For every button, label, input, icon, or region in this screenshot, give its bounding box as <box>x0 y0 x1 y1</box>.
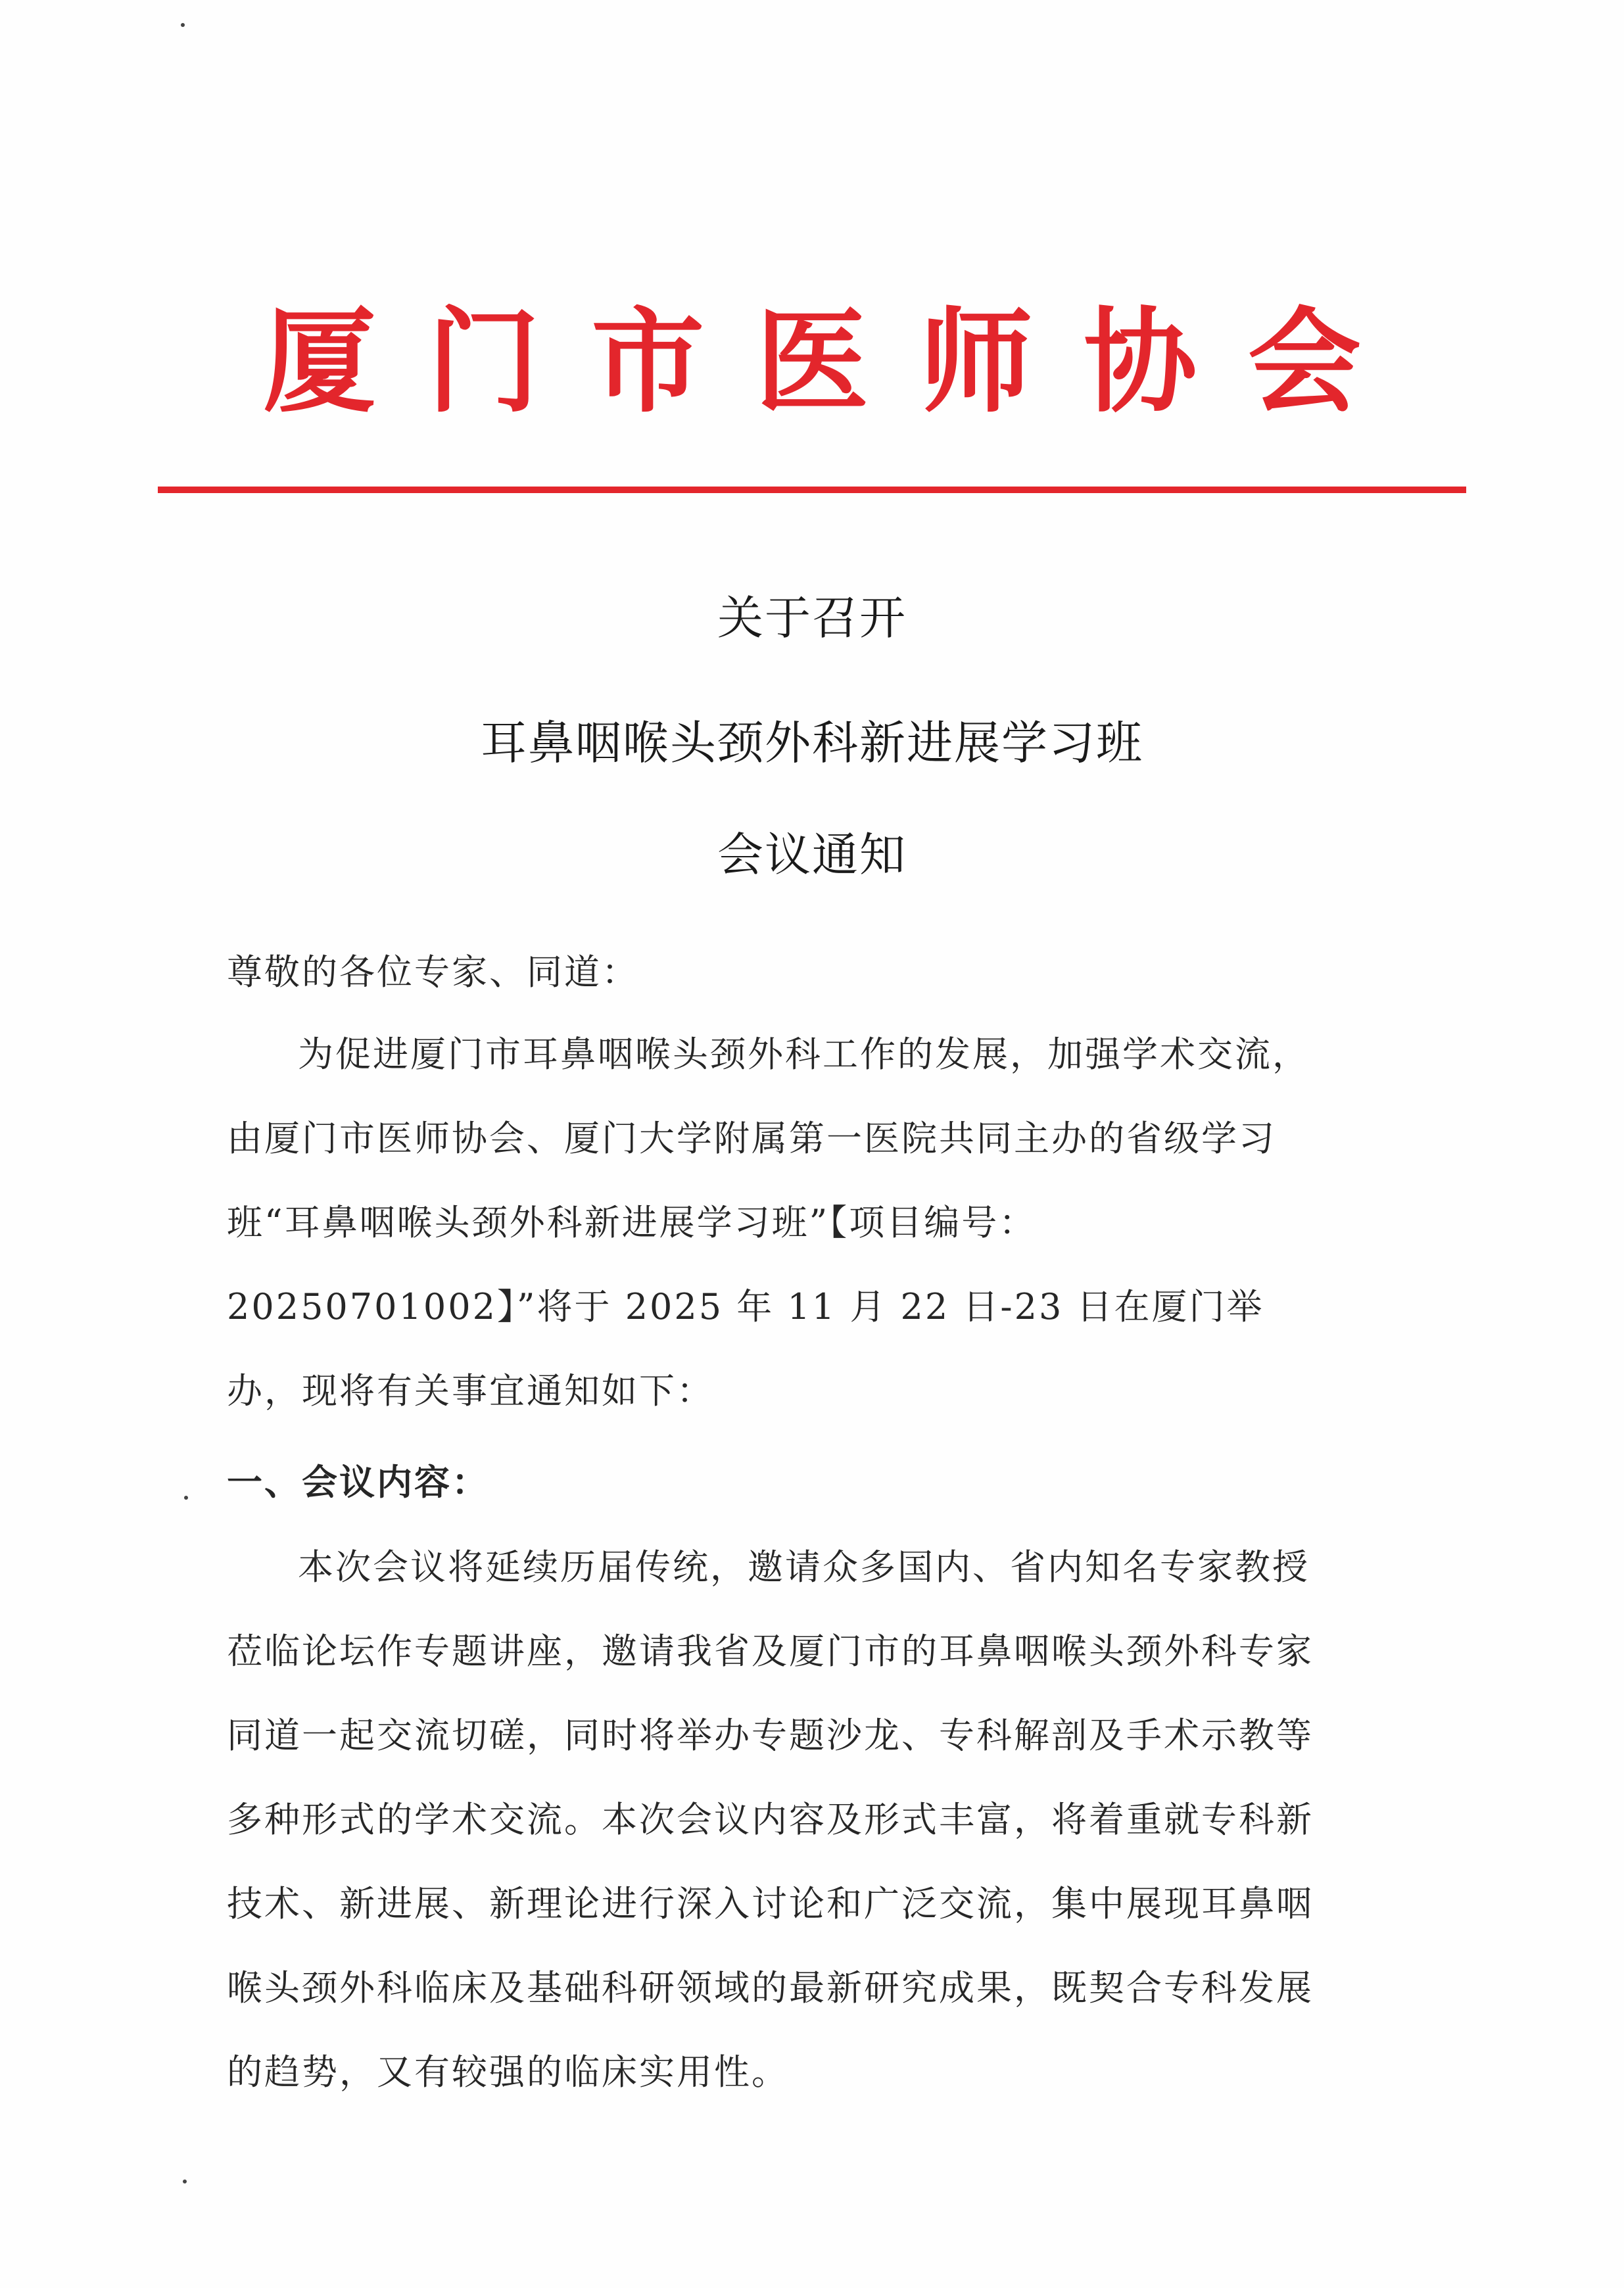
letterhead-red-rule <box>158 487 1466 493</box>
letterhead-char: 医 <box>755 295 869 428</box>
letterhead-char: 门 <box>427 295 540 428</box>
salutation: 尊敬的各位专家、同道： <box>227 951 639 993</box>
notice-title-line-1: 关于召开 <box>717 591 907 645</box>
scan-speck <box>181 23 185 27</box>
intro-paragraph: 为促进厦门市耳鼻咽喉头颈外科工作的发展，加强学术交流，由厦门市医师协会、厦门大学附属第一医院共同主办的省级学习班“耳鼻咽喉头颈外科新进展学习班”【项目编号：20250701002】”将于 2025 年 11 月 22 日-23 日在厦门举办，现将有关事宜通知如下： <box>227 1034 1310 1412</box>
letterhead-char: 市 <box>591 295 705 428</box>
notice-title-line-3: 会议通知 <box>717 828 907 882</box>
section-heading-meeting-content: 一、会议内容： <box>227 1461 489 1503</box>
notice-title-line-2: 耳鼻咽喉头颈外科新进展学习班 <box>481 716 1143 770</box>
letterhead-char: 师 <box>919 295 1033 428</box>
letterhead-char: 协 <box>1084 295 1197 428</box>
scan-speck <box>184 1496 188 1500</box>
scan-speck <box>183 2180 187 2183</box>
meeting-content-paragraph: 本次会议将延续历届传统，邀请众多国内、省内知名专家教授莅临论坛作专题讲座，邀请我省及厦门市的耳鼻咽喉头颈外科专家同道一起交流切磋，同时将举办专题沙龙、专科解剖及手术示教等多种形式的学术交流。本次会议内容及形式丰富，将着重就专科新技术、新进展、新理论进行深入讨论和广泛交流，集中展现耳鼻咽喉头颈外科临床及基础科研领域的最新研究成果，既契合专科发展的趋势，又有较强的临床实用性。 <box>227 1546 1314 2093</box>
letterhead-org-name <box>263 289 1361 434</box>
letterhead-char: 会 <box>1247 295 1361 428</box>
letterhead-char: 厦 <box>263 295 376 428</box>
